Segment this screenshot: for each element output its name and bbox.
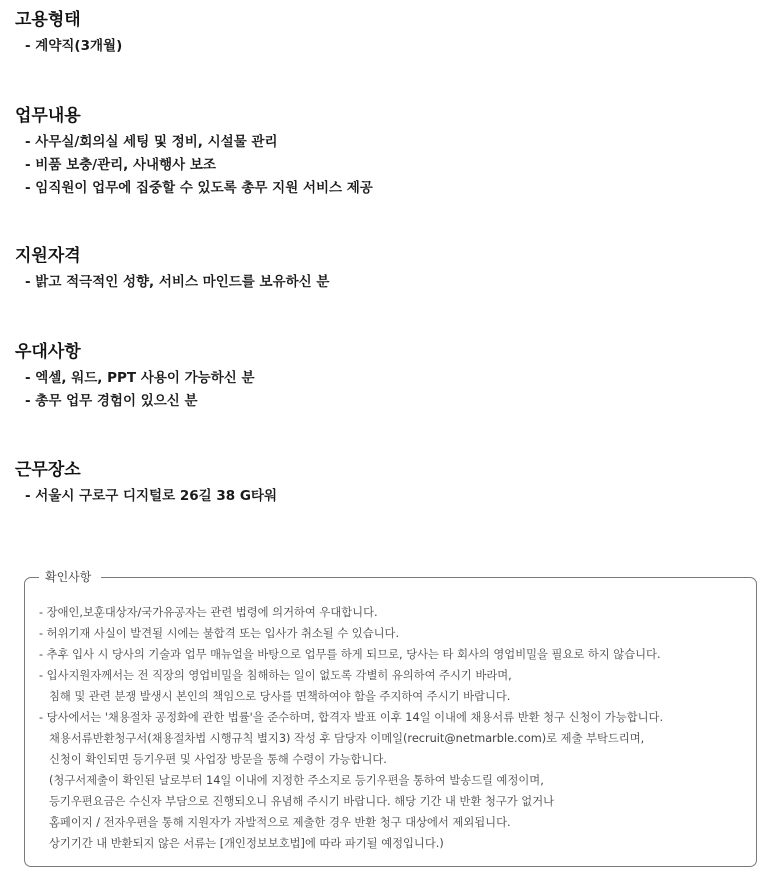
- section-job-duties: [15, 105, 373, 200]
- section-title: 고용형태: [15, 10, 81, 30]
- notice-line: - 장애인,보훈대상자/국가유공자는 관련 법령에 의거하여 우대합니다.: [39, 606, 378, 619]
- notice-line: 채용서류반환청구서(채용절차법 시행규칙 별지3) 작성 후 담당자 이메일(recruit@netmarble.com)로 제출 부탁드리며,: [49, 732, 645, 745]
- section-title: 업무내용: [15, 106, 81, 126]
- notice-line: 신청이 확인되면 등기우편 및 사업장 방문을 통해 수령이 가능합니다.: [49, 753, 387, 766]
- list-item: - 사무실/회의실 세팅 및 정비, 시설물 관리: [25, 134, 278, 150]
- notice-box: [24, 570, 757, 867]
- list-item: - 계약직(3개월): [25, 38, 123, 54]
- section-title: 우대사항: [15, 342, 81, 362]
- notice-line: 상기기간 내 반환되지 않은 서류는 [개인정보보호법]에 따라 파기될 예정입니다.): [49, 837, 444, 850]
- list-item: - 비품 보충/관리, 사내행사 보조: [25, 157, 216, 173]
- notice-line: - 입사지원자께서는 전 직장의 영업비밀을 침해하는 일이 없도록 각별히 유의하여 주시기 바라며,: [39, 669, 512, 682]
- list-item: - 총무 업무 경험이 있으신 분: [25, 393, 198, 409]
- section-title: 근무장소: [15, 460, 81, 480]
- section-preferred: [15, 341, 255, 413]
- list-item: - 임직원이 업무에 집중할 수 있도록 총무 지원 서비스 제공: [25, 180, 373, 196]
- list-item: - 엑셀, 워드, PPT 사용이 가능하신 분: [25, 370, 255, 386]
- notice-line: 침해 및 관련 분쟁 발생시 본인의 책임으로 당사를 면책하여야 함을 주지하여 주시기 바랍니다.: [49, 690, 511, 703]
- notice-body: [39, 602, 748, 854]
- section-work-location: [15, 459, 277, 508]
- notice-line: 등기우편요금은 수신자 부담으로 진행되오니 유념해 주시기 바랍니다. 해당 기간 내 반환 청구가 없거나: [49, 795, 555, 808]
- notice-line: (청구서제출이 확인된 날로부터 14일 이내에 지정한 주소지로 등기우편을 통하여 발송드릴 예정이며,: [49, 774, 544, 787]
- section-qualifications: [15, 245, 329, 294]
- notice-title: 확인사항: [39, 568, 101, 586]
- notice-line: 홈페이지 / 전자우편을 통해 지원자가 자발적으로 제출한 경우 반환 청구 대상에서 제외됩니다.: [49, 816, 511, 829]
- notice-line: - 허위기재 사실이 발견될 시에는 불합격 또는 입사가 취소될 수 있습니다.: [39, 627, 400, 640]
- list-item: - 밝고 적극적인 성향, 서비스 마인드를 보유하신 분: [25, 274, 330, 290]
- section-employment-type: [15, 9, 122, 58]
- list-item: - 서울시 구로구 디지털로 26길 38 G타워: [25, 488, 277, 504]
- notice-line: - 당사에서는 '채용절차 공정화에 관한 법률'을 준수하며, 합격자 발표 이후 14일 이내에 채용서류 반환 청구 신청이 가능합니다.: [39, 711, 664, 724]
- notice-line: - 추후 입사 시 당사의 기술과 업무 매뉴얼을 바탕으로 업무를 하게 되므로, 당사는 타 회사의 영업비밀을 필요로 하지 않습니다.: [39, 648, 661, 661]
- section-title: 지원자격: [15, 246, 81, 266]
